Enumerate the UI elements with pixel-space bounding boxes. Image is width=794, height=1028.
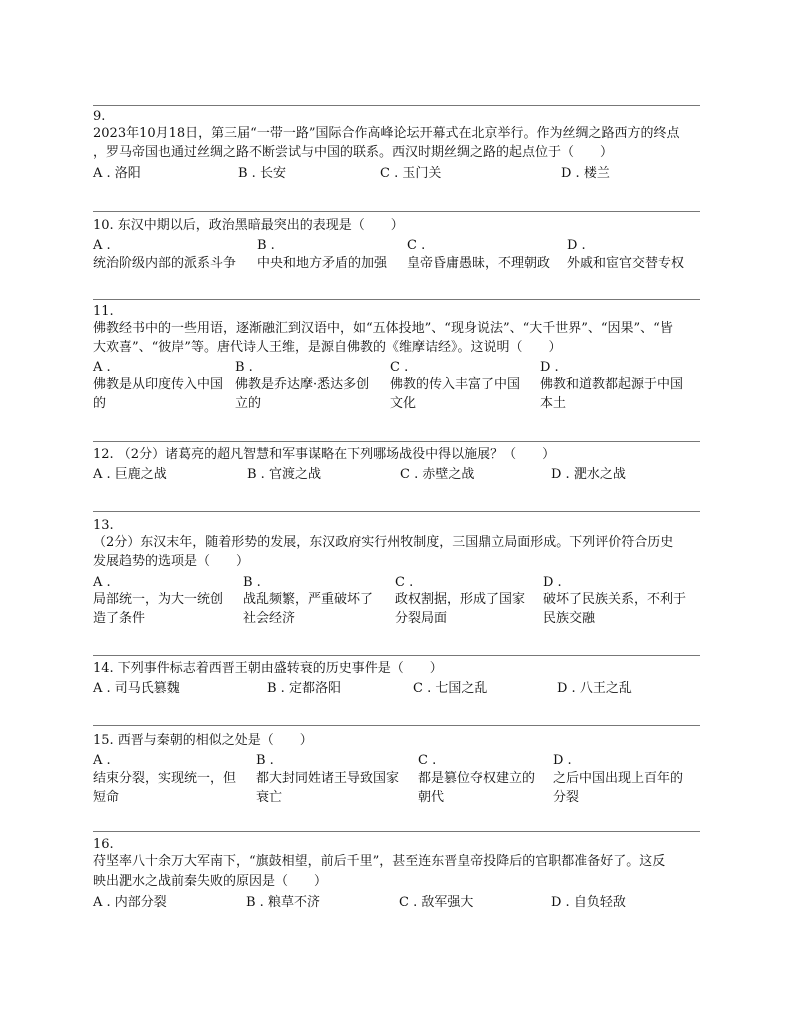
option-a-text[interactable]: 佛教是从印度传入中国: [93, 377, 224, 392]
option-b-text[interactable]: 中央和地方矛盾的加强: [257, 256, 388, 271]
question-number: 9.: [93, 109, 106, 124]
option-b-label[interactable]: B .: [243, 575, 261, 590]
option-a[interactable]: A . 洛阳: [93, 166, 141, 181]
question-stem-line: 12. （2分）诸葛亮的超凡智慧和军事谋略在下列哪场战役中得以施展？（ ）: [93, 447, 556, 462]
option-d-label[interactable]: D .: [553, 753, 572, 768]
option-b-text[interactable]: 佛教是乔达摩·悉达多创: [235, 377, 370, 392]
question-number: 11.: [93, 304, 114, 319]
option-d-text[interactable]: 本土: [540, 396, 567, 411]
question-stem-line: 映出淝水之战前秦失败的原因是（ ）: [93, 874, 328, 889]
question-number: 16.: [93, 837, 114, 852]
option-b[interactable]: B . 官渡之战: [247, 467, 321, 482]
option-b[interactable]: B . 长安: [238, 166, 286, 181]
option-b[interactable]: B . 粮草不济: [246, 895, 320, 910]
question-stem-line: 发展趋势的选项是（ ）: [93, 554, 250, 569]
option-d[interactable]: D . 自负轻敌: [551, 895, 626, 910]
option-c-text[interactable]: 都是篡位夺权建立的: [418, 771, 536, 786]
option-d-text[interactable]: 民族交融: [543, 611, 596, 626]
question-number: 13.: [93, 518, 114, 533]
option-a-text[interactable]: 造了条件: [93, 611, 146, 626]
option-d-label[interactable]: D .: [540, 360, 559, 375]
option-a[interactable]: A . 巨鹿之战: [93, 467, 167, 482]
option-c[interactable]: C . 敌军强大: [399, 895, 474, 910]
option-b-label[interactable]: B .: [257, 238, 275, 253]
option-b[interactable]: B . 定都洛阳: [267, 681, 341, 696]
question-stem-line: 15. 西晋与秦朝的相似之处是（ ）: [93, 733, 313, 748]
option-a-text[interactable]: 结束分裂，实现统一，但: [93, 771, 237, 786]
option-a-text[interactable]: 短命: [93, 790, 120, 805]
question-stem-line: ，罗马帝国也通过丝绸之路不断尝试与中国的联系。西汉时期丝绸之路的起点位于（ ）: [93, 145, 614, 160]
divider: [93, 655, 700, 656]
option-a-text[interactable]: 的: [93, 396, 107, 411]
option-d-label[interactable]: D .: [567, 238, 586, 253]
divider: [93, 105, 700, 106]
question-stem-line: 佛教经书中的一些用语，逐渐融汇到汉语中，如“五体投地”、“现身说法”、“大千世界”、“因果”、“皆: [93, 321, 673, 336]
option-c[interactable]: C . 赤壁之战: [400, 467, 475, 482]
divider: [93, 299, 700, 300]
option-d[interactable]: D . 楼兰: [561, 166, 610, 181]
option-d-text[interactable]: 之后中国出现上百年的: [553, 771, 684, 786]
question-stem-line: （2分）东汉末年，随着形势的发展，东汉政府实行州牧制度，三国鼎立局面形成。下列评价符合历史: [93, 535, 674, 550]
question-stem-line: 10. 东汉中期以后，政治黑暗最突出的表现是（ ）: [93, 218, 404, 233]
question-stem-line: 大欢喜”、“彼岸”等。唐代诗人王维，是源自佛教的《维摩诘经》。这说明（ ）: [93, 340, 562, 355]
option-b-text[interactable]: 都大封同姓诸王导致国家: [256, 771, 400, 786]
option-d[interactable]: D . 淝水之战: [551, 467, 626, 482]
question-stem-line: 苻坚率八十余万大军南下，“旗鼓相望，前后千里”，甚至连东晋皇帝投降后的官职都准备好了。这反: [93, 854, 666, 869]
option-a-label[interactable]: A .: [93, 360, 111, 375]
option-d[interactable]: D . 八王之乱: [557, 681, 632, 696]
option-a-text[interactable]: 局部统一，为大一统创: [93, 592, 224, 607]
option-c-text[interactable]: 政权割据，形成了国家: [395, 592, 526, 607]
option-c-label[interactable]: C .: [390, 360, 409, 375]
option-c-text[interactable]: 佛教的传入丰富了中国: [390, 377, 521, 392]
option-b-text[interactable]: 衰亡: [256, 790, 283, 805]
option-c-label[interactable]: C .: [418, 753, 437, 768]
option-b-text[interactable]: 战乱频繁，严重破坏了: [243, 592, 374, 607]
divider: [93, 211, 700, 212]
option-c-label[interactable]: C .: [395, 575, 414, 590]
option-a-text[interactable]: 统治阶级内部的派系斗争: [93, 256, 237, 271]
question-stem-line: 2023年10月18日，第三届“一带一路”国际合作高峰论坛开幕式在北京举行。作为丝绸之路西方的终点: [93, 126, 680, 141]
option-c[interactable]: C . 七国之乱: [413, 681, 488, 696]
divider: [93, 725, 700, 726]
option-a-label[interactable]: A .: [93, 753, 111, 768]
divider: [93, 441, 700, 442]
option-a-label[interactable]: A .: [93, 238, 111, 253]
option-b-label[interactable]: B .: [256, 753, 274, 768]
option-c-text[interactable]: 文化: [390, 396, 417, 411]
option-c-text[interactable]: 分裂局面: [395, 611, 448, 626]
option-b-text[interactable]: 立的: [235, 396, 262, 411]
option-a-label[interactable]: A .: [93, 575, 111, 590]
option-d-text[interactable]: 破坏了民族关系，不利于: [543, 592, 687, 607]
option-d-label[interactable]: D .: [543, 575, 562, 590]
option-b-text[interactable]: 社会经济: [243, 611, 296, 626]
option-d-text[interactable]: 佛教和道教都起源于中国: [540, 377, 684, 392]
option-a[interactable]: A . 内部分裂: [93, 895, 167, 910]
option-c[interactable]: C . 玉门关: [380, 166, 442, 181]
option-a[interactable]: A . 司马氏篡魏: [93, 681, 180, 696]
option-d-text[interactable]: 外戚和宦官交替专权: [567, 256, 685, 271]
divider: [93, 511, 700, 512]
option-c-text[interactable]: 朝代: [418, 790, 445, 805]
option-c-label[interactable]: C .: [407, 238, 426, 253]
option-d-text[interactable]: 分裂: [553, 790, 580, 805]
option-c-text[interactable]: 皇帝昏庸愚昧，不理朝政: [407, 256, 551, 271]
question-stem-line: 14. 下列事件标志着西晋王朝由盛转衰的历史事件是（ ）: [93, 661, 443, 676]
divider: [93, 831, 700, 832]
option-b-label[interactable]: B .: [235, 360, 253, 375]
